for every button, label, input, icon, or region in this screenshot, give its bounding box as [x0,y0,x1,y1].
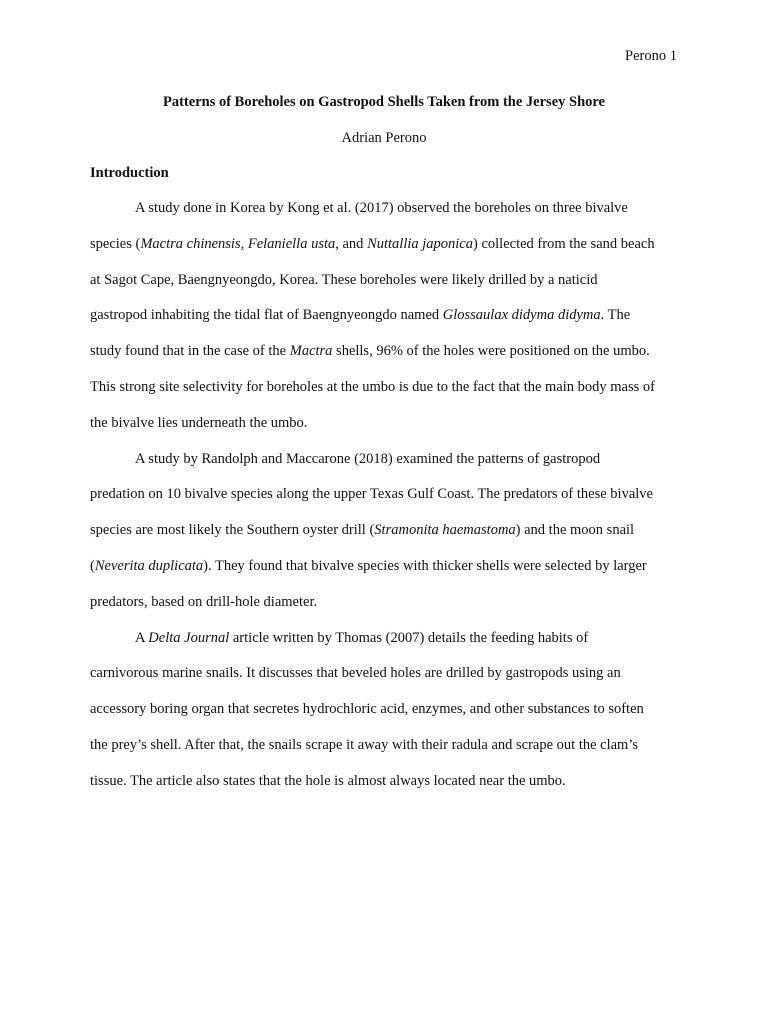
text-run: study found that in the case of the [90,343,290,360]
italic-text: Neverita duplicata [94,557,204,574]
text-line [90,656,680,692]
italic-text: Felaniella usta [247,235,336,252]
author-name: Adrian Perono [341,130,427,146]
text-run: carnivorous marine snails. It discusses that beveled holes are drilled by gastropods using an [90,665,621,682]
text-run: . The [600,307,631,324]
text-run: species are most likely the Southern oyster drill ( [90,522,375,539]
text-run: ) and the moon snail [515,522,635,539]
text-run: accessory boring organ that secretes hydrochloric acid, enzymes, and other substances to soften [90,701,644,718]
text-run: A [135,629,149,646]
text-run: ). They found that bivalve species with thicker shells were selected by larger [203,557,647,574]
text-run: the prey’s shell. After that, the snails scrape it away with their radula and scrape out the clam’s [90,736,639,753]
italic-text: Nuttallia japonica [367,235,473,252]
text-line [90,263,680,299]
paragraph [90,191,680,442]
text-line [90,370,680,406]
text-run: the bivalve lies underneath the umbo. [90,414,308,431]
italic-text: Glossaulax didyma didyma [442,307,601,324]
text-run: tissue. The article also states that the hole is almost always located near the umbo. [90,772,566,789]
text-run: gastropod inhabiting the tidal flat of Baengnyeongdo named [90,307,443,324]
paragraph [90,442,680,621]
text-line [90,227,680,263]
text-run: predators, based on drill-hole diameter. [90,593,318,610]
text-line [90,549,680,585]
text-line [90,298,680,334]
text-run: A study done in Korea by Kong et al. (2017) observed the boreholes on three bivalve [135,200,628,216]
introduction-body [90,191,680,800]
italic-text: Mactra chinensis [140,235,241,252]
text-run: predation on 10 bivalve species along the upper Texas Gulf Coast. The predators of these bivalve [90,486,653,503]
section-heading-introduction: Introduction [90,165,169,181]
text-line [90,191,680,227]
text-line [90,513,680,549]
text-run: at Sagot Cape, Baengnyeongdo, Korea. These boreholes were likely drilled by a naticid [90,271,598,288]
text-line [90,477,680,513]
text-line [90,728,680,764]
paragraph [90,621,680,800]
text-run: This strong site selectivity for boreholes at the umbo is due to the fact that the main body mass of [90,378,655,395]
text-line [90,585,680,621]
text-run: article written by Thomas (2007) details the feeding habits of [229,629,589,646]
text-run: , [240,235,248,252]
text-run: ( [90,557,95,574]
text-run: species ( [90,235,141,252]
text-line [90,764,680,800]
paper-title: Patterns of Boreholes on Gastropod Shells Taken from the Jersey Shore [163,94,605,110]
text-run: A study by Randolph and Maccarone (2018) examined the patterns of gastropod [135,450,601,467]
text-run: , and [335,235,368,252]
text-run: ) collected from the sand beach [473,235,655,252]
text-line [90,406,680,442]
running-head: Perono 1 [625,48,677,64]
text-line [90,621,680,657]
italic-text: Delta Journal [148,629,230,646]
italic-text: Stramonita haemastoma [374,522,516,539]
italic-text: Mactra [289,343,333,360]
text-line [90,334,680,370]
text-line [90,442,680,478]
text-run: shells, 96% of the holes were positioned on the umbo. [332,343,650,360]
text-line [90,692,680,728]
